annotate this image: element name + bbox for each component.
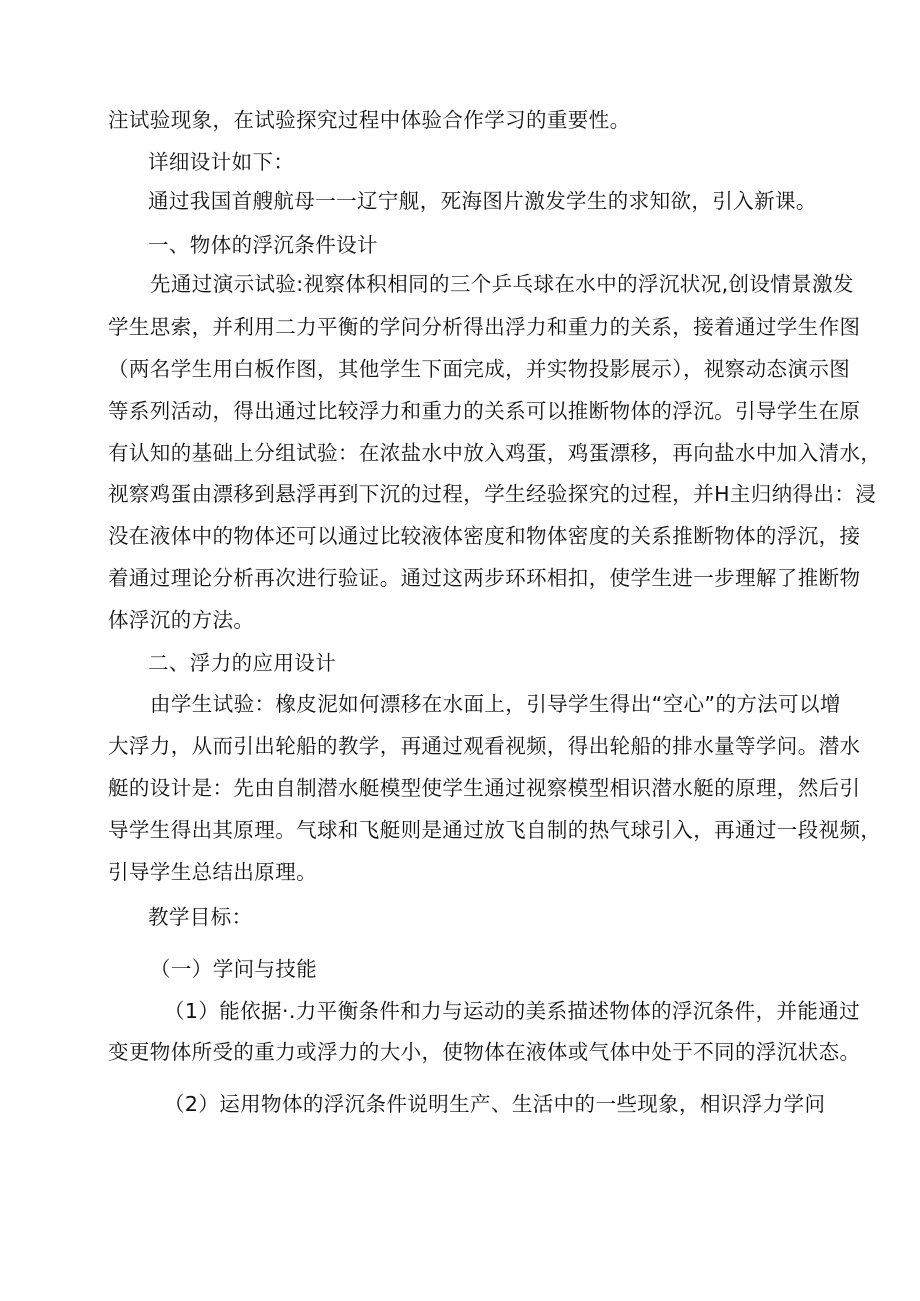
paragraph-2-line-1: 由学生试验：橡皮泥如何漂移在水面上，引导学生得出“空心”的方法可以增 bbox=[150, 692, 841, 716]
paragraph-1-line-4: 等系列活动，得出通过比较浮力和重力的关系可以推断物体的浮沉。引导学生在原 bbox=[108, 399, 861, 423]
design-intro-line: 详细设计如下： bbox=[148, 150, 295, 174]
paragraph-2-line-2: 大浮力，从而引出轮船的教学，再通过观看视频，得出轮船的排水量等学问。潜水 bbox=[108, 734, 861, 758]
knowledge-skills-heading: （一）学问与技能 bbox=[150, 957, 318, 981]
paragraph-1-line-2: 学生思索，并利用二力平衡的学问分析得出浮力和重力的关系，接着通过学生作图 bbox=[108, 315, 861, 339]
paragraph-1-line-9: 体浮沉的方法。 bbox=[108, 608, 255, 632]
paragraph-2-line-3: 艇的设计是：先由自制潜水艇模型使学生通过视察模型相识潜水艇的原理，然后引 bbox=[108, 776, 861, 800]
paragraph-2-line-4: 导学生得出其原理。气球和飞艇则是通过放飞自制的热气球引入，再通过一段视频， bbox=[108, 818, 882, 842]
paragraph-2-line-5: 引导学生总结出原理。 bbox=[108, 860, 317, 884]
teaching-goals-heading: 教学目标： bbox=[148, 905, 253, 929]
paragraph-intro-line: 注试验现象，在试验探究过程中体验合作学习的重要性。 bbox=[108, 108, 631, 132]
paragraph-1-line-7: 没在液体中的物体还可以通过比较液体密度和物体密度的关系推断物体的浮沉，接 bbox=[108, 524, 861, 548]
section-heading-2: 二、浮力的应用设计 bbox=[148, 651, 337, 675]
section-heading-1: 一、物体的浮沉条件设计 bbox=[148, 233, 378, 257]
paragraph-1-line-1: 先通过演示试验:视察体积相同的三个乒乓球在水中的浮沉状况,创设情景激发 bbox=[150, 272, 854, 296]
goal-1-line-1: （1）能依据·.力平衡条件和力与运动的美系描述物体的浮沉条件，并能通过 bbox=[164, 999, 861, 1023]
paragraph-1-line-3: （两名学生用白板作图，其他学生下面完成，并实物投影展示），视察动态演示图 bbox=[108, 357, 851, 381]
new-lesson-line: 通过我国首艘航母一一辽宁舰，死海图片激发学生的求知欲，引入新课。 bbox=[148, 189, 817, 213]
goal-1-line-2: 变更物体所受的重力或浮力的大小，使物体在液体或气体中处于不同的浮沉状态。 bbox=[108, 1040, 861, 1064]
paragraph-1-line-8: 着通过理论分析再次进行验证。通过这两步环环相扣，使学生进一步理解了推断物 bbox=[108, 566, 861, 590]
paragraph-1-line-5: 有认知的基础上分组试验：在浓盐水中放入鸡蛋，鸡蛋漂移，再向盐水中加入清水， bbox=[108, 441, 882, 465]
goal-2-line-1: （2）运用物体的浮沉条件说明生产、生活中的一些现象，相识浮力学问 bbox=[164, 1092, 826, 1116]
paragraph-1-line-6: 视察鸡蛋由漂移到悬浮再到下沉的过程，学生经验探究的过程，并H主归纳得出：浸 bbox=[108, 482, 877, 506]
